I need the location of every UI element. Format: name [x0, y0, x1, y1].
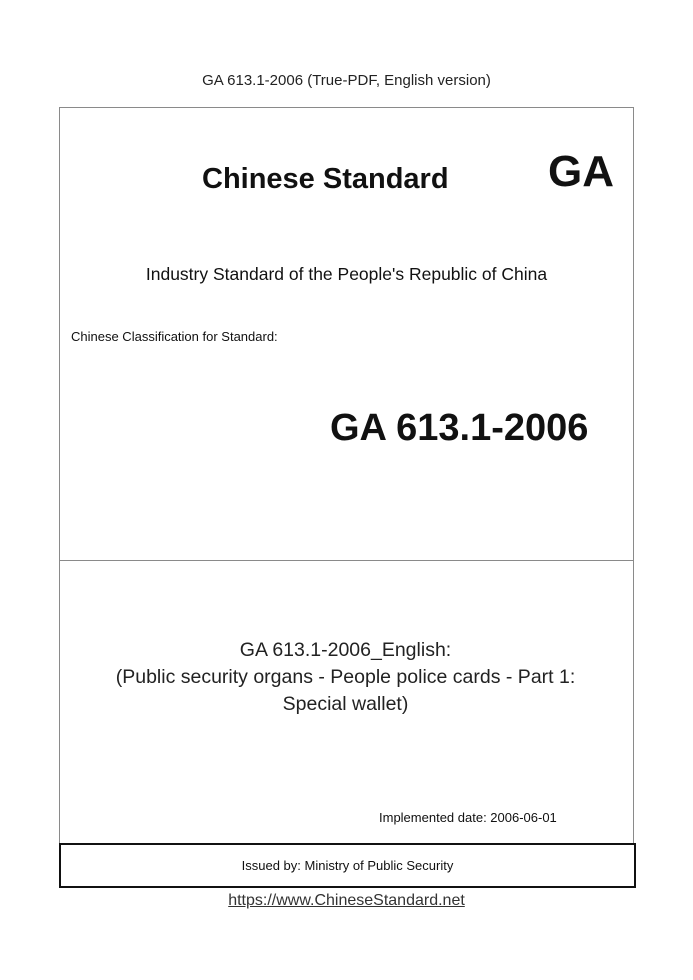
- document-title-line: (Public security organs - People police cards - Part 1:: [115, 666, 576, 688]
- standard-number: GA 613.1-2006: [330, 407, 589, 449]
- classification-label: Chinese Classification for Standard:: [71, 329, 278, 344]
- cover-subtitle: Industry Standard of the People's Republic of China: [145, 264, 548, 284]
- implemented-date: Implemented date: 2006-06-01: [379, 810, 557, 825]
- document-title-line: GA 613.1-2006_English:: [239, 639, 452, 661]
- issuer-panel: [59, 843, 636, 888]
- document-type: Chinese Standard: [202, 163, 449, 195]
- website-link[interactable]: https://www.ChineseStandard.net: [228, 892, 465, 909]
- document-title-line: Special wallet): [282, 693, 409, 715]
- page-header-title: GA 613.1-2006 (True-PDF, English version): [202, 72, 491, 89]
- document-title: [70, 637, 621, 718]
- issued-by: Issued by: Ministry of Public Security: [241, 858, 454, 873]
- organization-code: GA: [548, 147, 614, 196]
